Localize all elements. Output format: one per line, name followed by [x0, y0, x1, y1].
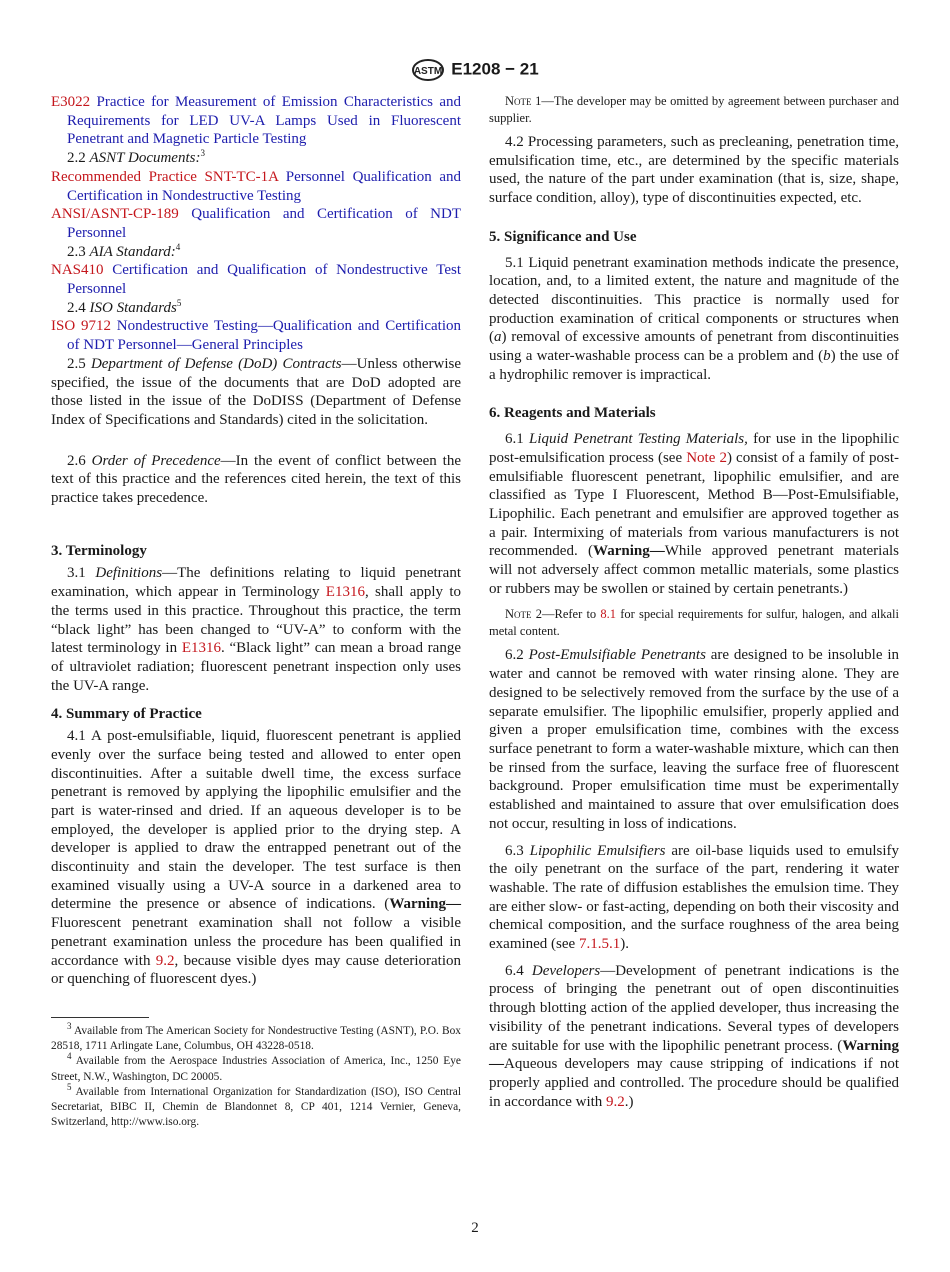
heading-terminology: 3. Terminology	[51, 542, 147, 559]
note-text: for special requirements for sulfur, halogen, and alkali metal content.	[489, 607, 900, 639]
section-text: for use in the lipophilic post-emulsification process (see	[489, 431, 899, 466]
section-number: 2.6	[67, 452, 86, 469]
link-nas410[interactable]: NAS410	[51, 262, 104, 279]
section-number: 3.1	[67, 565, 86, 582]
section-4-1	[51, 727, 461, 989]
section-2-4	[51, 299, 461, 318]
link-cp-189[interactable]: ANSI/ASNT-CP-189	[51, 206, 179, 223]
link-snt-tc-1a[interactable]: Recommended Practice SNT-TC-1A	[51, 168, 279, 185]
astm-logo-icon	[411, 58, 445, 82]
reference-e3022	[51, 93, 461, 149]
link-9-2[interactable]: 9.2	[155, 952, 175, 969]
reference-cp-189	[51, 205, 461, 242]
note-2	[489, 606, 899, 640]
section-text: —Unless otherwise specified, the issue of the documents that are DoD adopted are those listed in the issue of the DoDISS (Department of Defense Index of Specifications and Standards) cited in the solicitation.	[51, 355, 461, 428]
link-note-2[interactable]: Note 2	[686, 449, 727, 466]
list-marker: b	[823, 348, 831, 365]
footnote-text: Available from the Aerospace Industries Association of America, Inc., 1250 Eye Street, N.W., Washington, DC 20005.	[51, 1055, 461, 1083]
section-text: are oil-base liquids used to emulsify the oily penetrant on the surface of the part, rendering it water washable. The rate of diffusion establishes the emulsion time. They are either slow- or fast-acting, depending on both their viscosity and chemical composition, and the surface roughness of the area being examined (see	[489, 842, 899, 953]
section-title: Definitions	[95, 565, 163, 582]
section-6-1	[489, 430, 899, 598]
section-number: 6.2	[505, 647, 524, 664]
link-e1316[interactable]: E1316	[181, 640, 221, 657]
reference-title[interactable]: Personnel Qualification and Certification in Nondestructive Testing	[67, 168, 461, 204]
reference-title[interactable]: Qualification and Certification of NDT Personnel	[67, 206, 461, 241]
heading-significance-and-use: 5. Significance and Use	[489, 228, 637, 245]
section-2-2	[51, 149, 461, 168]
section-title: Order of Precedence	[91, 452, 221, 469]
section-text: While approved penetrant materials will not adversely affect common metallic materials, some plastics or rubbers may be swollen or stained by certain penetrants.)	[489, 543, 899, 597]
link-7-1-5-1[interactable]: 7.1.5.1	[578, 936, 621, 953]
link-8-1[interactable]: 8.1	[600, 607, 616, 622]
reference-title[interactable]: Nondestructive Testing—Qualification and Certification of NDT Personnel—General Principles	[67, 318, 461, 354]
page-header	[0, 58, 950, 82]
section-6-4	[489, 962, 899, 1112]
section-number: 6.4	[505, 962, 524, 979]
reference-title[interactable]: Certification and Qualification of Nondestructive Test Personnel	[67, 262, 462, 298]
footnote-divider	[51, 1017, 149, 1018]
section-text: ).	[620, 936, 629, 953]
reference-nas410	[51, 261, 461, 298]
note-label: Note 2	[505, 607, 542, 622]
section-2-5	[51, 355, 461, 430]
footnote-text: Available from The American Society for Nondestructive Testing (ASNT), P.O. Box 28518, 1711 Arlingate Lane, Columbus, OH 43228-0518.	[51, 1024, 461, 1053]
section-title: Post-Emulsifiable Penetrants	[528, 647, 706, 664]
warning-label: Warning—	[593, 543, 665, 560]
section-2-3	[51, 243, 461, 262]
section-text: . “Black light” can mean a broad range of ultraviolet radiation; fluorescent penetrant inspection only uses the UV-A range.	[51, 640, 461, 694]
section-text: —Development of penetrant indications is the process of bringing the penetrant out of open discontinuities through blotting action of the applied developer, thus increasing the visibility of the penetrant indications. Several types of developers are suitable for use with the lipophilic penetrant process. (	[489, 962, 900, 1054]
section-number: 6.1	[505, 431, 524, 448]
section-text: , shall apply to the terms used in this practice. Throughout this practice, the term “black light” has been changed to “UV-A” to conform with the latest terminology in	[51, 584, 462, 657]
section-title: AIA Standard:	[89, 243, 176, 260]
link-iso-9712[interactable]: ISO 9712	[51, 318, 111, 335]
section-title: Developers	[531, 962, 601, 979]
footnote-3	[51, 1021, 461, 1054]
footnote-ref: 3	[200, 148, 205, 159]
section-text: .)	[624, 1093, 634, 1110]
section-6-3	[489, 842, 899, 954]
note-text: —Refer to	[541, 607, 601, 622]
list-marker: a	[494, 329, 502, 346]
note-label: Note 1	[505, 94, 542, 108]
note-1	[489, 93, 899, 127]
page-number: 2	[471, 1220, 479, 1236]
section-5-1	[489, 254, 899, 385]
section-number: 2.3	[67, 243, 86, 260]
section-text: —The definitions relating to liquid penetrant examination, which appear in Terminology	[51, 565, 461, 601]
footnote-number: 4	[67, 1051, 72, 1062]
section-text: Aqueous developers may cause stripping of indications if not properly applied and controlled. The procedure should be qualified in accordance with	[489, 1056, 899, 1110]
right-column	[489, 93, 899, 1111]
section-text: ) the use of a hydrophilic remover is impractical.	[489, 348, 899, 383]
footnote-text: Available from International Organization for Standardization (ISO), ISO Central Secretariat, BIBC II, Chemin de Blandonnet 8, CP 401, 1214 Vernier, Geneva, Switzerland, http://www.iso.org.	[51, 1085, 461, 1129]
footnote-ref: 4	[175, 241, 181, 252]
reference-title[interactable]: Practice for Measurement of Emission Characteristics and Requirements for LED UV-A Lamps Used in Fluorescent Penetrant and Magnetic Particle Testing	[67, 94, 461, 148]
note-text: —The developer may be omitted by agreement between purchaser and supplier.	[489, 94, 899, 125]
section-number: 2.4	[67, 299, 86, 316]
heading-reagents-and-materials: 6. Reagents and Materials	[489, 405, 656, 422]
reference-snt-tc-1a	[51, 168, 461, 205]
section-6-2	[489, 646, 899, 833]
section-text: —In the event of conflict between the text of this practice and the references cited herein, the text of this practice takes precedence.	[51, 452, 461, 507]
left-column	[51, 93, 461, 1130]
svg-text:ASTM: ASTM	[414, 66, 443, 77]
section-title: Liquid Penetrant Testing Materials,	[528, 431, 748, 448]
link-9-2[interactable]: 9.2	[606, 1093, 625, 1110]
section-number: 2.2	[67, 150, 86, 167]
section-text: 4.1 A post-emulsifiable, liquid, fluorescent penetrant is applied evenly over the surface being tested and allowed to enter open discontinuities. After a suitable dwell time, the excess surface penetrant is removed by applying the lipophilic emulsifier and the part is water-rinsed and dried. If an aqueous developer is to be employed, the developer is applied prior to the drying step. A developer is applied to draw the entrapped penetrant out of the discontinuity and stain the developer. The test surface is then examined visually using a UV-A source in a darkened area to determine the presence or absence of indications. (	[51, 728, 461, 913]
footnote-number: 5	[67, 1081, 72, 1092]
document-designation: E1208 − 21	[451, 59, 539, 79]
section-3-1	[51, 564, 461, 695]
section-number: 2.5	[67, 355, 86, 372]
section-text: ) removal of excessive amounts of penetrant from discontinuities using a water-washable process can be a problem and (	[489, 329, 899, 365]
section-4-2: 4.2 Processing parameters, such as precleaning, penetration time, emulsification time, etc., are determined by the specific materials used, the nature of the part under examination (that is, size, shape, surface condition, alloy), type of discontinuities expected, etc.	[489, 134, 899, 207]
section-text: Fluorescent penetrant examination shall not follow a visible penetrant examination unless the procedure has been qualified in accordance with	[51, 915, 461, 969]
footnote-ref: 5	[176, 297, 182, 308]
section-text: are designed to be insoluble in water and cannot be removed with water rinsing alone. They are designed to be selectively removed from the surface by the use of a separate emulsifier. The lipophilic emulsifier, properly applied and given a proper emulsification time, combines with the excess surface penetrant to form a water-washable mixture, which can then be rinsed from the surface, leaving the surface free of fluorescent background. Proper emulsification time must be experimentally established and maintained to assure that over emulsification does not occur, resulting in loss of indications.	[489, 647, 900, 832]
footnote-4	[51, 1051, 461, 1084]
warning-label: Warning—	[389, 896, 461, 913]
footnote-5	[51, 1081, 461, 1131]
section-2-6	[51, 452, 461, 508]
section-title: Department of Defense (DoD) Contracts	[90, 355, 342, 372]
section-text: , because visible dyes may cause deterioration or quenching of fluorescent dyes.)	[51, 952, 462, 988]
link-e3022[interactable]: E3022	[51, 94, 91, 110]
section-number: 6.3	[505, 842, 524, 859]
section-text: ) consist of a family of post-emulsifiable fluorescent penetrant, lipophilic emulsifier, and are classified as Type I Fluorescent, Method B—Post-Emulsifiable, Lipophilic. Each penetrant and emulsifier are approved together as a pair. Intermixing of materials from various manufacturers is not recommended. (	[489, 449, 899, 560]
link-e1316[interactable]: E1316	[325, 584, 365, 601]
section-text: 5.1 Liquid penetrant examination methods indicate the presence, location, and, to a limited extent, the nature and magnitude of the detected discontinuities. This practice is normally used for production examination of critical components or structures when (	[489, 254, 899, 346]
section-title: ASNT Documents:	[89, 150, 201, 167]
footnote-number: 3	[67, 1021, 72, 1032]
section-title: ISO Standards	[89, 299, 177, 316]
warning-label: Warning—	[489, 1037, 899, 1073]
heading-summary-of-practice: 4. Summary of Practice	[51, 706, 202, 723]
reference-iso-9712	[51, 317, 461, 354]
section-title: Lipophilic Emulsifiers	[529, 842, 666, 859]
